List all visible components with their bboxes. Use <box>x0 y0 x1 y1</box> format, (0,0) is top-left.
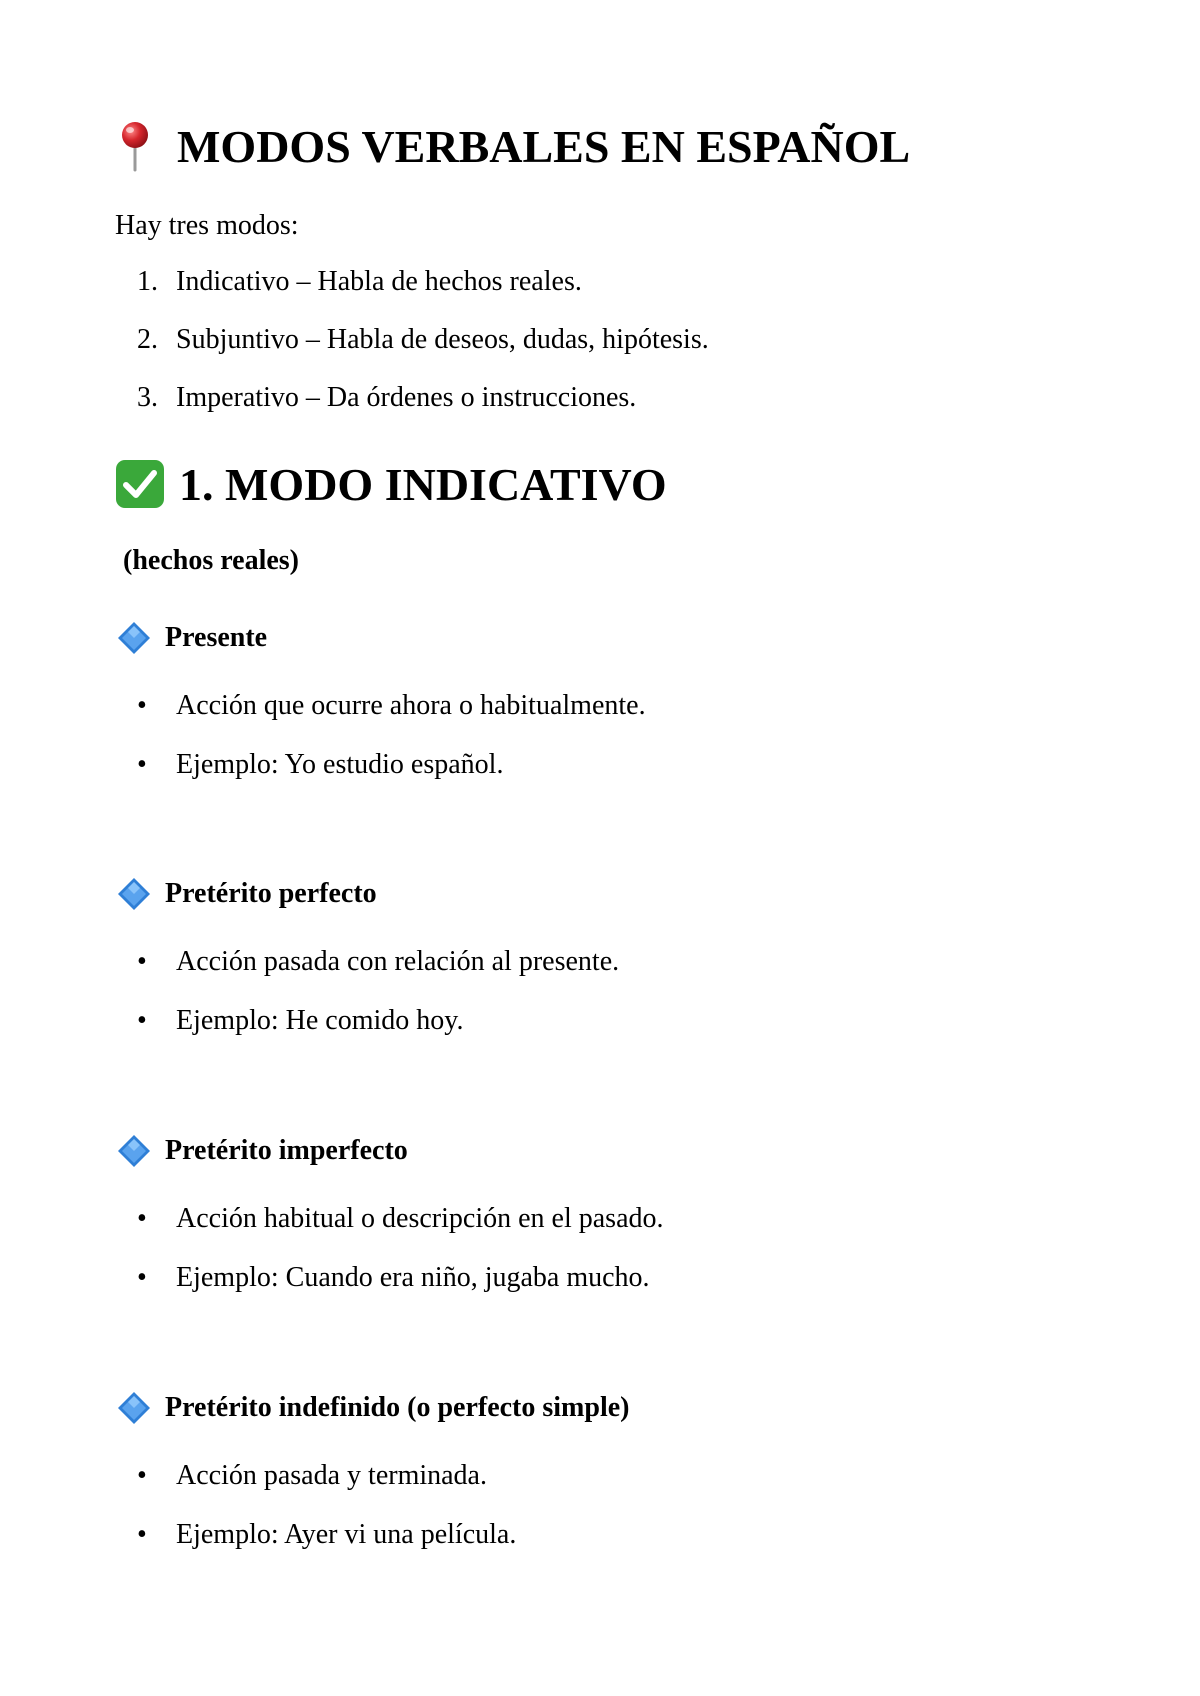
pin-icon <box>115 120 155 172</box>
tense-heading <box>117 620 267 656</box>
list-text: Imperativo – Da órdenes o instrucciones. <box>176 382 637 413</box>
tense-heading <box>117 876 377 912</box>
title-text: MODOS VERBALES EN ESPAÑOL <box>177 120 911 172</box>
section-title: 1. MODO INDICATIVO <box>179 458 667 510</box>
intro-text: Hay tres modos: <box>115 210 299 241</box>
check-icon <box>115 459 165 509</box>
tense-title: Pretérito perfecto <box>165 878 377 909</box>
bullet-text: Ejemplo: Ayer vi una película. <box>176 1519 517 1550</box>
bullet-text: Acción que ocurre ahora o habitualmente. <box>176 690 646 721</box>
bullet-text: Ejemplo: He comido hoy. <box>176 1005 464 1036</box>
tense-heading <box>117 1390 629 1426</box>
list-text: Subjuntivo – Habla de deseos, dudas, hipótesis. <box>176 324 709 355</box>
diamond-icon <box>117 621 151 655</box>
tense-heading <box>117 1133 408 1169</box>
list-number: 3. <box>137 382 158 413</box>
bullet-point: • <box>137 1203 147 1234</box>
list-number: 1. <box>137 266 158 297</box>
bullet-text: Ejemplo: Cuando era niño, jugaba mucho. <box>176 1262 650 1293</box>
bullet-point: • <box>137 1005 147 1036</box>
bullet-point: • <box>137 946 147 977</box>
bullet-point: • <box>137 690 147 721</box>
tense-title: Pretérito imperfecto <box>165 1135 408 1166</box>
bullet-point: • <box>137 1460 147 1491</box>
bullet-point: • <box>137 1262 147 1293</box>
section-subtitle: (hechos reales) <box>123 545 299 576</box>
diamond-icon <box>117 1391 151 1425</box>
diamond-icon <box>117 877 151 911</box>
bullet-text: Acción habitual o descripción en el pasado. <box>176 1203 664 1234</box>
bullet-text: Acción pasada y terminada. <box>176 1460 487 1491</box>
bullet-point: • <box>137 749 147 780</box>
list-text: Indicativo – Habla de hechos reales. <box>176 266 582 297</box>
bullet-point: • <box>137 1519 147 1550</box>
section-heading <box>115 454 667 514</box>
bullet-text: Ejemplo: Yo estudio español. <box>176 749 504 780</box>
list-number: 2. <box>137 324 158 355</box>
tense-title: Presente <box>165 622 268 653</box>
diamond-icon <box>117 1134 151 1168</box>
document-title <box>115 116 910 176</box>
bullet-text: Acción pasada con relación al presente. <box>176 946 620 977</box>
tense-title: Pretérito indefinido (o perfecto simple) <box>165 1392 630 1423</box>
